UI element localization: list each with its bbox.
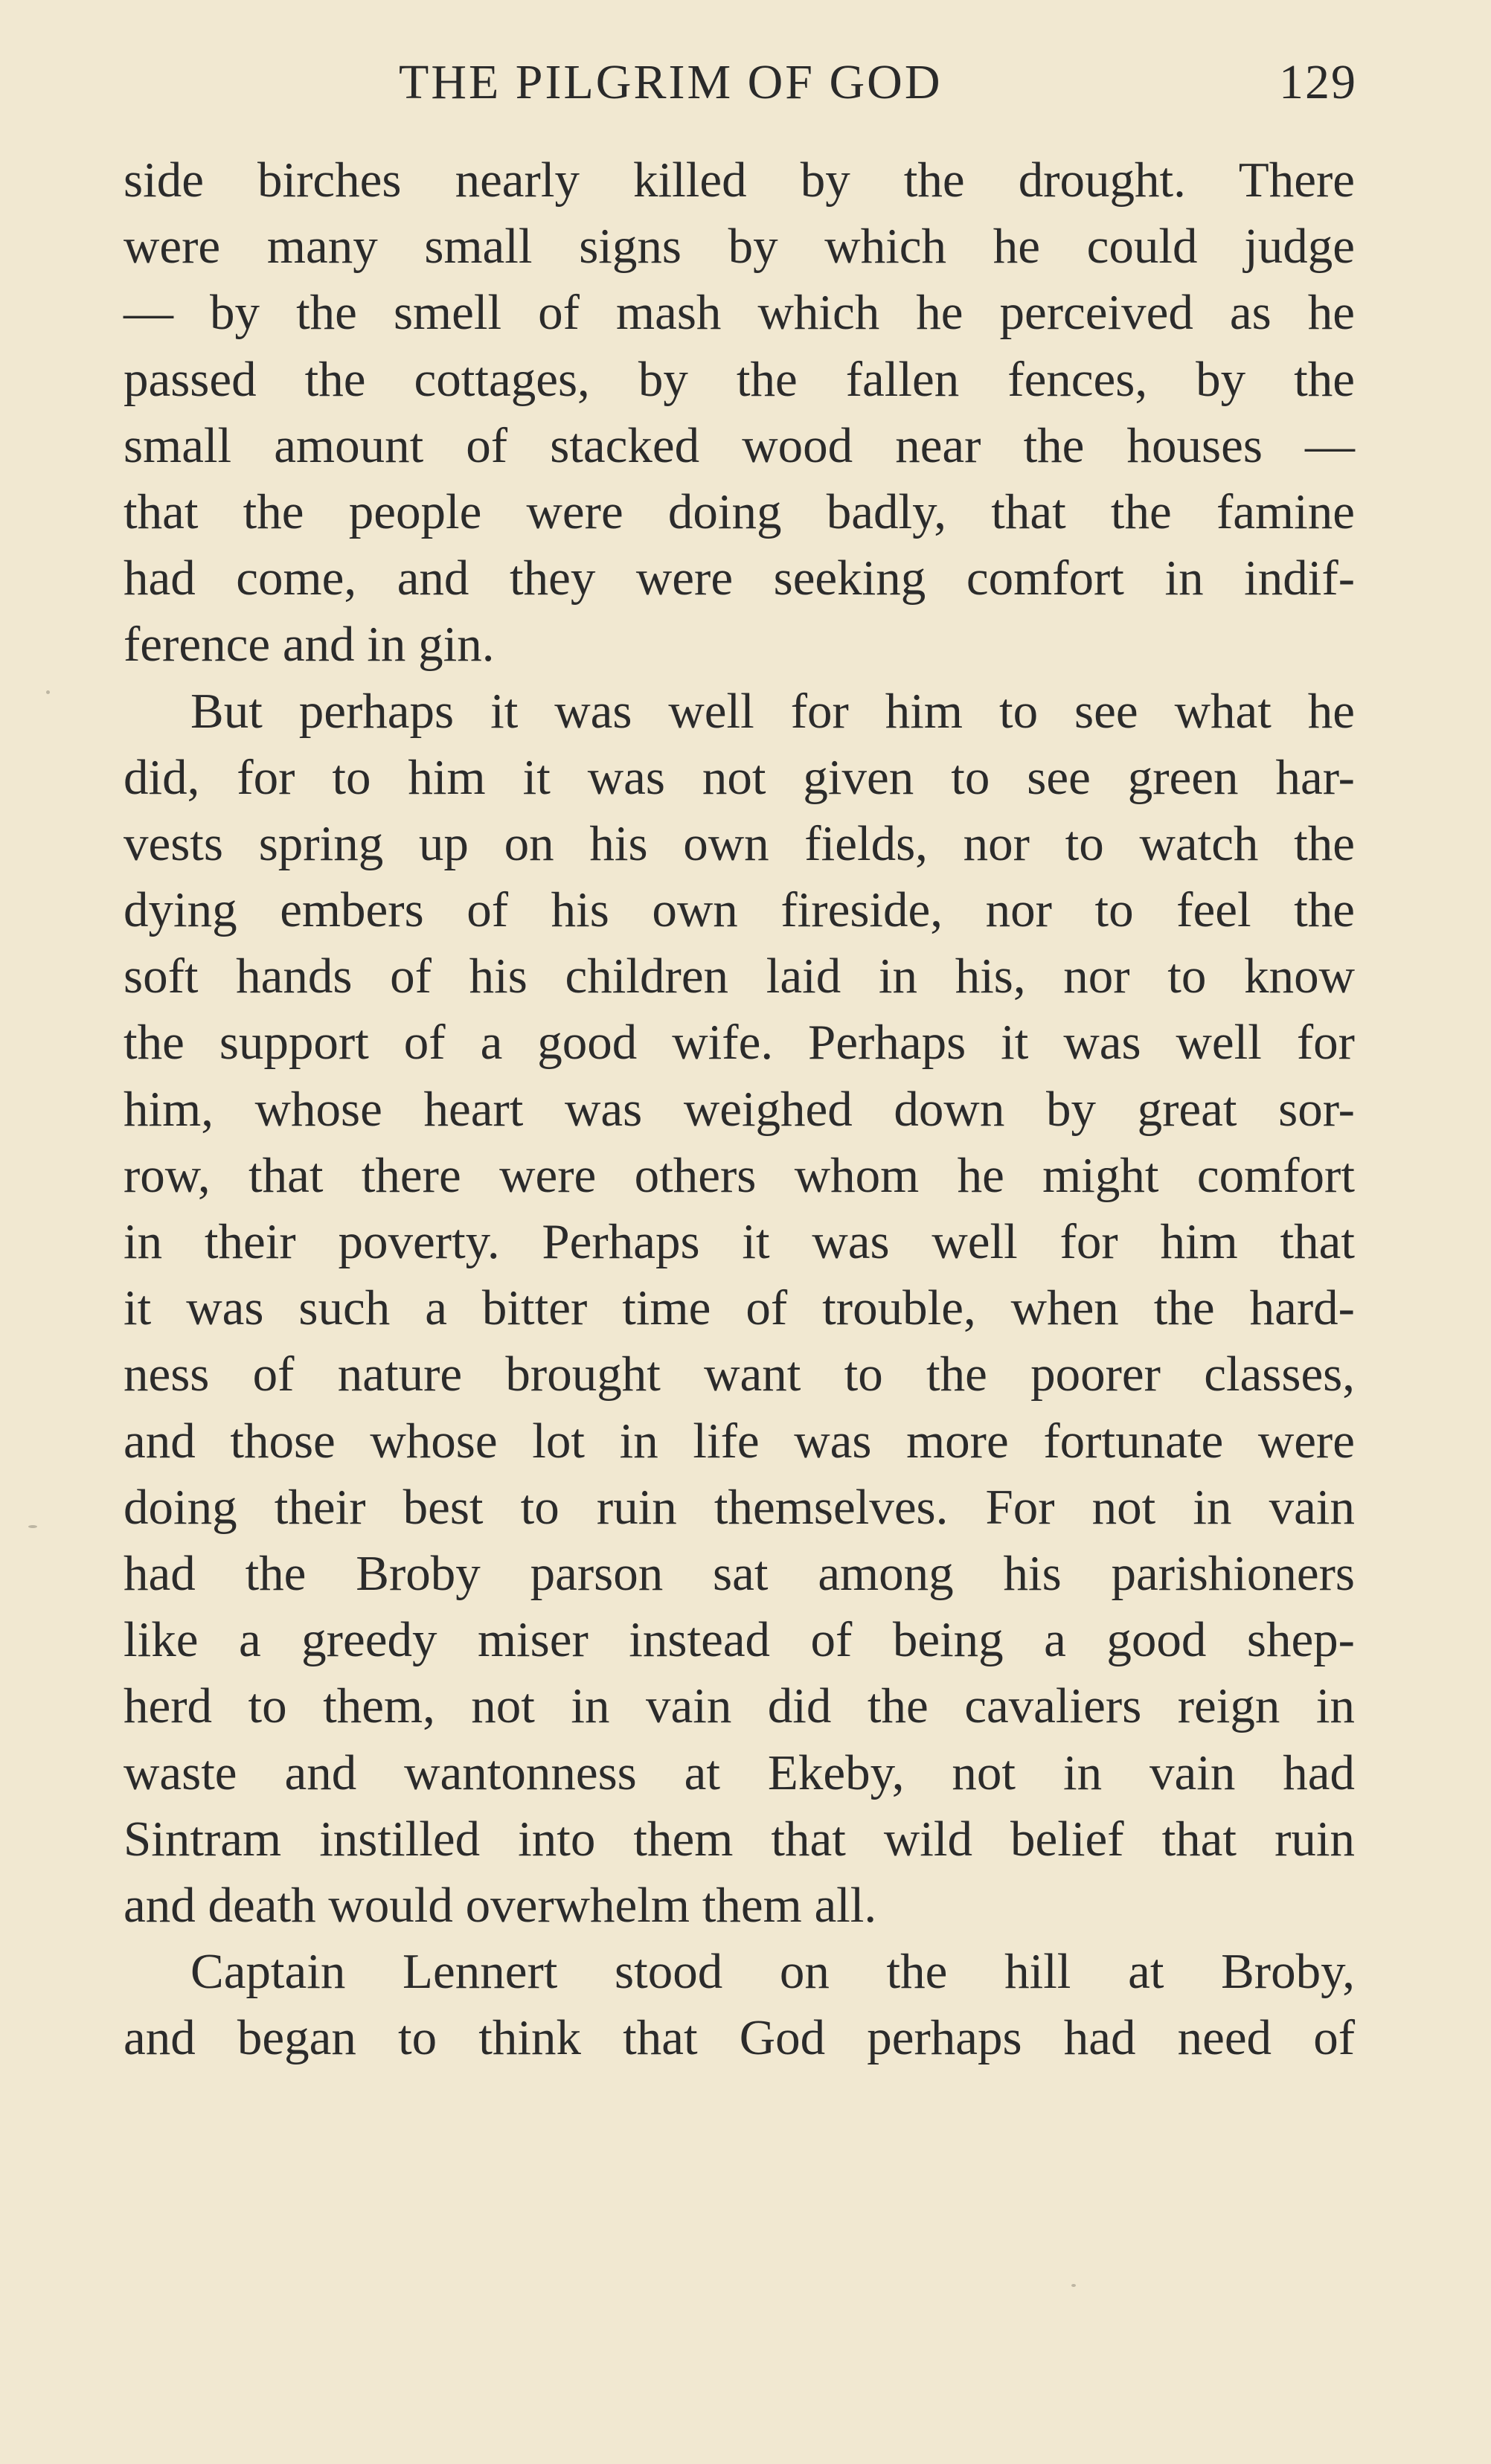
text-line: him, whose heart was weighed down by great sor- <box>124 1081 1355 1137</box>
text-line: had the Broby parson sat among his parishioners <box>124 1545 1355 1601</box>
text-line: had come, and they were seeking comfort in indif- <box>124 551 1355 606</box>
text-line: waste and wantonness at Ekeby, not in vain had <box>124 1745 1355 1800</box>
text-line: did, for to him it was not given to see green har- <box>124 749 1355 805</box>
text-line: doing their best to ruin themselves. For not in vain <box>124 1479 1355 1535</box>
text-line: small amount of stacked wood near the houses — <box>124 417 1355 473</box>
text-line: that the people were doing badly, that the famine <box>124 484 1355 539</box>
paper-speck <box>28 1525 37 1528</box>
text-line: Sintram instilled into them that wild belief that ruin <box>124 1811 1355 1867</box>
text-line: in their poverty. Perhaps it was well for him that <box>124 1214 1355 1269</box>
text-line: But perhaps it was well for him to see what he <box>190 683 1355 739</box>
running-header <box>0 45 1491 126</box>
body-text <box>124 147 1355 2071</box>
text-line: — by the smell of mash which he perceived as he <box>124 285 1355 341</box>
text-line: herd to them, not in vain did the cavaliers reign in <box>124 1678 1355 1734</box>
text-line: row, that there were others whom he might comfort <box>124 1147 1355 1203</box>
page-number: 129 <box>1279 55 1357 109</box>
paragraph-1 <box>124 147 1355 678</box>
text-line: Captain Lennert stood on the hill at Broby, <box>190 1944 1355 2000</box>
text-line: ness of nature brought want to the poorer classes, <box>124 1347 1355 1402</box>
text-line: ference and in gin. <box>124 617 495 673</box>
text-line: vests spring up on his own fields, nor to watch the <box>124 815 1355 871</box>
text-line: and began to think that God perhaps had need of <box>124 2010 1355 2066</box>
text-line: dying embers of his own fireside, nor to feel the <box>124 882 1355 938</box>
text-line: were many small signs by which he could judge <box>124 219 1355 275</box>
text-line: and those whose lot in life was more fortunate were <box>124 1413 1355 1469</box>
text-line: soft hands of his children laid in his, nor to know <box>124 949 1355 1004</box>
paper-speck <box>46 690 50 694</box>
text-line: and death would overwhelm them all. <box>124 1877 877 1933</box>
text-line: side birches nearly killed by the drought. There <box>124 153 1355 208</box>
running-title: THE PILGRIM OF GOD <box>399 55 943 109</box>
paragraph-3 <box>124 1939 1355 2071</box>
text-line: it was such a bitter time of trouble, when the hard- <box>124 1280 1355 1336</box>
text-line: like a greedy miser instead of being a good shep- <box>124 1612 1355 1668</box>
paragraph-2 <box>124 678 1355 1940</box>
text-line: passed the cottages, by the fallen fences, by the <box>124 351 1355 407</box>
text-line: the support of a good wife. Perhaps it was well for <box>124 1015 1355 1071</box>
paper-speck <box>1071 2284 1076 2287</box>
